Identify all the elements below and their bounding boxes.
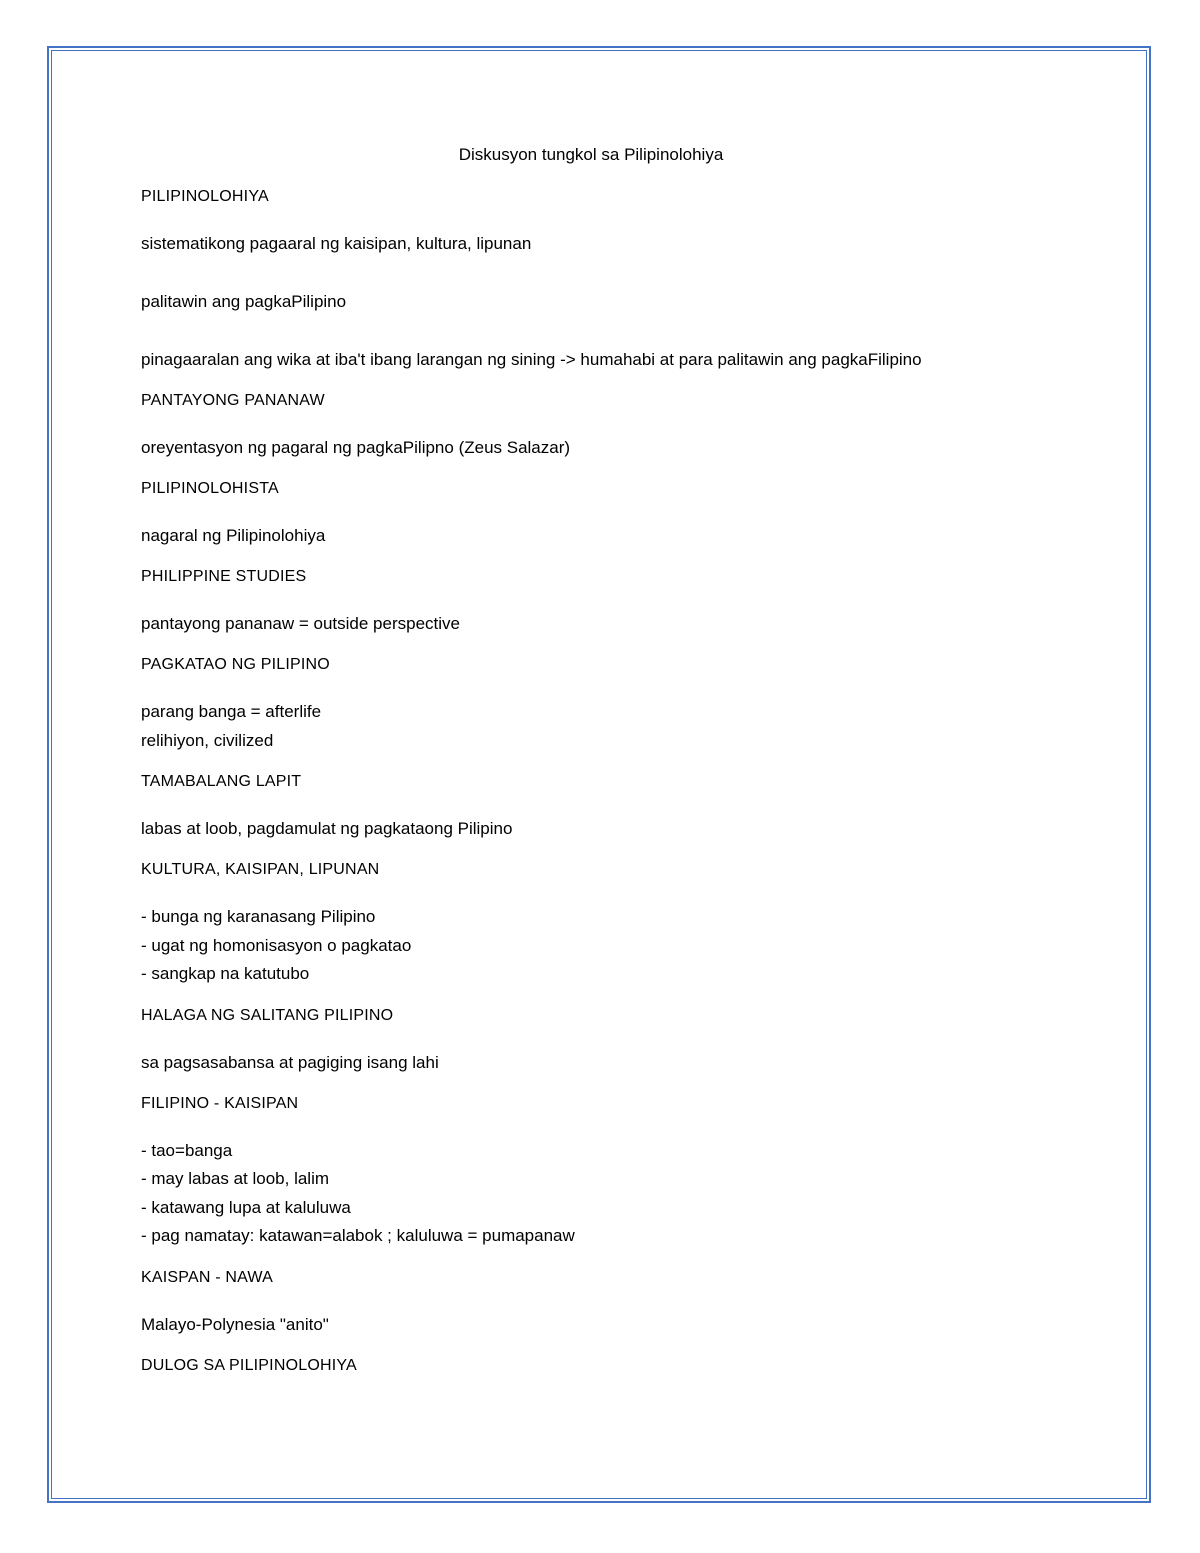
section-lines xyxy=(141,903,1101,989)
list-item: - may labas at loob, lalim xyxy=(141,1169,330,1188)
section-text: pantayong pananaw = outside perspective xyxy=(141,614,460,633)
list-item: parang banga = afterlife xyxy=(141,702,322,721)
section-heading: PILIPINOLOHIYA xyxy=(141,188,269,205)
section-text: sa pagsasabansa at pagiging isang lahi xyxy=(141,1052,439,1072)
section-heading: FILIPINO - KAISIPAN xyxy=(141,1094,299,1112)
section-heading: PILIPINOLOHISTA xyxy=(141,480,279,497)
section-heading: PHILIPPINE STUDIES xyxy=(141,568,307,585)
section-text: labas at loob, pagdamulat ng pagkataong Pilipino xyxy=(141,819,513,838)
document-body xyxy=(141,142,1101,1399)
section-heading: PAGKATAO NG PILIPINO xyxy=(141,656,330,673)
list-item: - ugat ng homonisasyon o pagkatao xyxy=(141,935,412,955)
list-item: - sangkap na katutubo xyxy=(141,964,310,983)
section-lines xyxy=(141,1137,1101,1251)
section-heading: KAISPAN - NAWA xyxy=(141,1268,274,1286)
section-heading: PANTAYONG PANANAW xyxy=(141,392,325,409)
section-text: nagaral ng Pilipinolohiya xyxy=(141,526,326,545)
section-heading: TAMABALANG LAPIT xyxy=(141,773,302,790)
section-text: Malayo-Polynesia "anito" xyxy=(141,1314,329,1334)
section-text: palitawin ang pagkaPilipino xyxy=(141,292,347,311)
list-item: relihiyon, civilized xyxy=(141,730,274,750)
section-text: pinagaaralan ang wika at iba't ibang larangan ng sining -> humahabi at para palitawin ang pagkaFilipino xyxy=(141,350,922,369)
list-item: - pag namatay: katawan=alabok ; kaluluwa = pumapanaw xyxy=(141,1226,575,1245)
document-title: Diskusyon tungkol sa Pilipinolohiya xyxy=(458,145,724,164)
list-item: - bunga ng karanasang Pilipino xyxy=(141,907,376,926)
list-item: - tao=banga xyxy=(141,1140,233,1160)
section-text: sistematikong pagaaral ng kaisipan, kultura, lipunan xyxy=(141,234,532,253)
section-heading: DULOG SA PILIPINOLOHIYA xyxy=(141,1356,357,1374)
section-text: oreyentasyon ng pagaral ng pagkaPilipno (Zeus Salazar) xyxy=(141,438,571,457)
section-lines xyxy=(141,698,1101,755)
section-heading: HALAGA NG SALITANG PILIPINO xyxy=(141,1006,394,1024)
list-item: - katawang lupa at kaluluwa xyxy=(141,1197,351,1217)
section-heading: KULTURA, KAISIPAN, LIPUNAN xyxy=(141,861,380,878)
